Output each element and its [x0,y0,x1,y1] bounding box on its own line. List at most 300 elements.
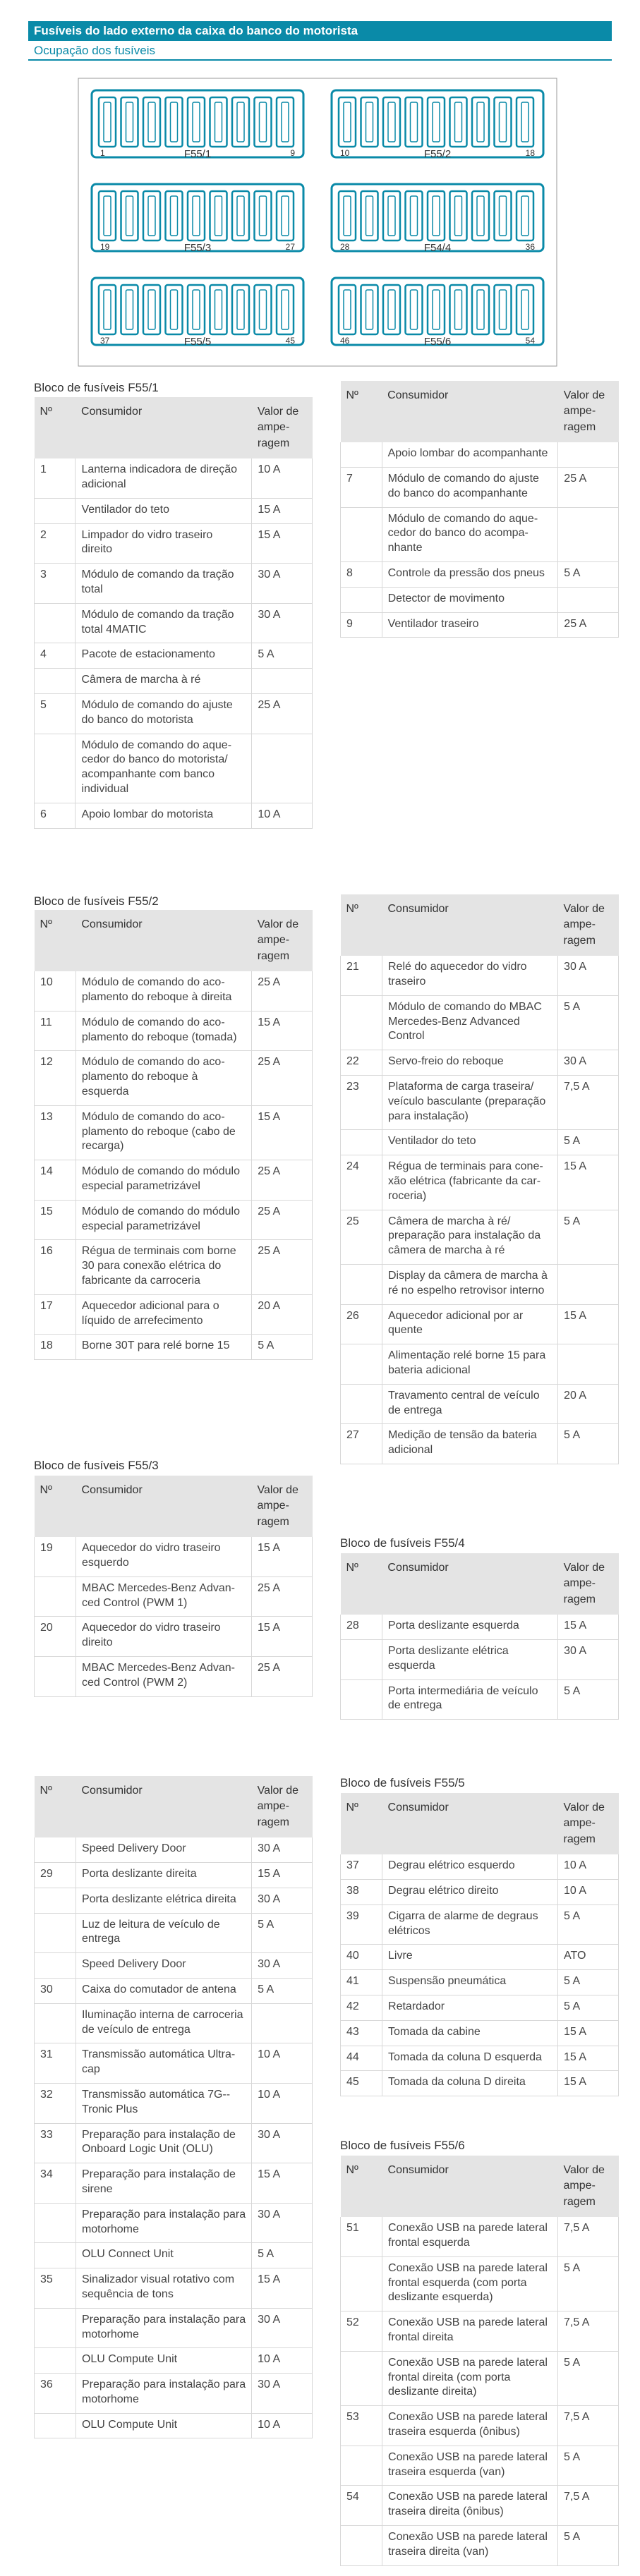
fuse-slot [361,285,378,334]
amperage-value: 25 A [252,1656,313,1696]
fuse-number [35,498,76,523]
fuse-element [148,196,155,236]
fuse-element [104,290,111,329]
amperage-value: 15 A [252,1011,313,1051]
amperage-value: 5 A [558,1995,619,2020]
consumer-name: Degrau elétrico direito [382,1879,558,1904]
table-row [35,2203,313,2243]
section-header: Fusíveis do lado externo da caixa do banco do motorista [28,21,612,41]
table-row [341,1995,619,2020]
fuse-element [126,290,133,329]
fuse-slot [428,97,445,147]
amperage-value: 30 A [252,1888,313,1913]
fuse-element [433,196,440,236]
amperage-value: 25 A [252,693,313,734]
fuse-block-label: F55/6 [423,336,452,348]
amperage-value: 25 A [252,1200,313,1240]
consumer-name: Controle da pressão dos pneus [382,561,558,587]
table-row [341,1264,619,1304]
fuse-element [388,290,395,329]
fuse-number: 20 [35,1617,76,1657]
fuse-number [35,2203,76,2243]
consumer-name: Limpador do vidro traseiro direito [76,523,252,564]
fuse-slot [277,97,294,147]
fuse-number [341,1384,382,1424]
fuse-block [332,184,543,254]
consumer-name: Conexão USB na parede lateral traseira esquerda (ônibus) [382,2406,558,2446]
table-row [341,1945,619,1970]
fuse-number [35,1953,76,1979]
fuse-element [260,196,267,236]
consumer-name: Transmissão automática Ultracap [76,2043,251,2084]
fuse-slot [472,285,489,334]
fuse-number: 51 [341,2217,382,2256]
consumer-name: Conexão USB na parede lateral frontal direita (com porta deslizante direita) [382,2351,558,2405]
fuse-element [215,290,222,329]
consumer-name: Detector de movimento [382,587,558,612]
fuse-element [104,196,111,236]
table-row [341,1075,619,1129]
fuse-number: 29 [35,1862,76,1888]
amperage-value: 10 A [558,1854,619,1879]
consumer-name: Apoio lombar do acompanhante [382,442,558,467]
fuse-number: 27 [341,1424,382,1464]
amperage-value: 30 A [252,2308,313,2348]
table-row [35,1294,313,1335]
fuse-number [341,587,382,612]
fuse-table-f55-6 [340,2156,619,2566]
consumer-name: Servo-freio do reboque [382,1050,557,1076]
fuse-element [282,196,289,236]
consumer-name: Retardador [382,1995,558,2020]
fuse-number [35,734,76,803]
table-row [341,1970,619,1995]
table-row [341,1424,619,1464]
amperage-value [558,1344,619,1385]
consumer-name: Alimentação relé borne 15 para bateria adicional [382,1344,557,1385]
consumer-name: Apoio lombar do motorista [76,803,252,828]
fuse-slot [143,285,160,334]
amperage-value: 5 A [252,2243,313,2268]
fuse-number: 42 [341,1995,382,2020]
table-row [341,1304,619,1344]
amperage-value [558,1264,619,1304]
fuse-element [455,290,462,329]
consumer-name: Porta deslizante direita [76,1862,251,1888]
fuse-number: 37 [341,1854,382,1879]
fuse-element [366,196,373,236]
amperage-value [558,442,619,467]
fuse-number: 10 [35,971,76,1011]
consumer-name: Plataforma de carga traseira/ veículo basculante (preparação para instalação) [382,1075,557,1129]
table-row [341,2256,619,2311]
fuse-number: 8 [341,561,382,587]
amperage-value: 5 A [558,2525,619,2565]
table-row [341,1679,619,1720]
col-header-number: Nº [341,1793,382,1854]
consumer-name: Lanterna indicadora de direção adicional [76,458,252,498]
col-header-consumer: Consumidor [76,397,252,458]
fuse-element [148,290,155,329]
table-row [341,1344,619,1385]
fuse-number [341,2446,382,2486]
table-row [341,1155,619,1210]
table-row [341,561,619,587]
diagram-frame [78,78,557,366]
section-subtitle: Ocupação dos fusíveis [34,44,155,57]
table-row [341,2525,619,2565]
consumer-name: Sinalizador visual rotativo com sequência de tons [76,2268,251,2309]
subtitle-underline [28,59,612,61]
table-row [35,1888,313,1913]
table-row [35,1953,313,1979]
consumer-name: Módulo de comando do acoplamento do reboque (tomada) [76,1011,251,1051]
col-header-amperage: Valor de amperagem [252,910,313,971]
fuse-element [411,196,418,236]
fuse-table-f55-4-cont [34,1776,313,2438]
table-row [341,2311,619,2352]
fuse-slot [210,97,227,147]
fuse-number: 9 [341,612,382,638]
fuse-slot [99,285,116,334]
consumer-name: Ventilador do teto [76,498,252,523]
fuse-element [344,290,351,329]
fuse-number: 35 [35,2268,76,2309]
fuse-number [341,1344,382,1385]
fuse-number: 25 [341,1210,382,1264]
fuse-block [92,278,303,348]
col-header-amperage: Valor de amperagem [252,1476,313,1537]
fuse-slot [406,97,423,147]
col-header-amperage: Valor de amperagem [558,1793,619,1854]
fuse-slot [121,191,138,241]
fuse-element [126,102,133,142]
col-header-amperage: Valor de amperagem [252,1776,313,1837]
col-header-number: Nº [35,1776,76,1837]
amperage-value: 25 A [252,1160,313,1201]
table-row [35,1051,313,1105]
fuse-number: 53 [341,2406,382,2446]
fuse-number: 38 [341,1879,382,1904]
fuse-number: 45 [341,2071,382,2096]
consumer-name: Speed Delivery Door [76,1953,251,1979]
fuse-slot [210,191,227,241]
amperage-value: 10 A [252,2083,313,2123]
amperage-value: 7,5 A [558,2217,619,2256]
table-row [341,612,619,638]
fuse-element [477,196,484,236]
fuse-slot [450,191,467,241]
fuse-number: 32 [35,2083,76,2123]
fuse-end-number: 45 [285,336,295,346]
col-header-consumer: Consumidor [76,1776,251,1837]
fuse-slot [383,97,400,147]
table-row [35,1537,313,1576]
fuse-element [500,290,507,329]
fuse-slot [428,285,445,334]
consumer-name: Módulo de comando do módulo especial parametrizável [76,1200,251,1240]
fuse-slot [339,191,356,241]
amperage-value: 5 A [558,1424,619,1464]
fuse-number [341,995,382,1050]
fuse-element [215,196,222,236]
fuse-number: 17 [35,1294,76,1335]
amperage-value: 5 A [558,2446,619,2486]
fuse-number [341,1639,382,1679]
fuse-number [35,1656,76,1696]
fuse-number: 24 [341,1155,382,1210]
fuse-element [411,102,418,142]
consumer-name: Speed Delivery Door [76,1837,251,1862]
amperage-value: 30 A [558,956,619,995]
fuse-element [171,290,178,329]
table-row [341,1615,619,1639]
fuse-number: 36 [35,2374,76,2414]
fuse-block [92,90,303,160]
table-row [341,956,619,995]
fuse-number: 41 [341,1970,382,1995]
fuse-slot [188,191,205,241]
fuse-slot [406,285,423,334]
fuse-element [171,196,178,236]
table-row [35,2268,313,2309]
consumer-name: Módulo de comando do acoplamento do reboque à direita [76,971,251,1011]
amperage-value [558,587,619,612]
fuse-element [388,102,395,142]
amperage-value: 30 A [252,2374,313,2414]
table-row [35,669,313,694]
amperage-value: 25 A [252,1240,313,1294]
table-row [341,1050,619,1076]
fuse-number [35,2003,76,2043]
fuse-end-number: 27 [285,242,295,252]
amperage-value: 7,5 A [558,2311,619,2352]
consumer-name: Aquecedor do vidro traseiro esquerdo [76,1537,252,1576]
fuse-number [341,1130,382,1155]
fuse-slot [166,285,183,334]
fuse-number [35,1913,76,1953]
fuse-number: 2 [35,523,76,564]
block-title-f55-1: Bloco de fusíveis F55/1 [34,381,159,394]
fuse-number [341,2256,382,2311]
table-row [35,643,313,669]
consumer-name: OLU Compute Unit [76,2413,251,2438]
table-header-row [341,1553,619,1615]
table-header-row [341,1793,619,1854]
fuse-number: 54 [341,2486,382,2526]
fuse-number: 18 [35,1335,76,1360]
amperage-value: 20 A [252,1294,313,1335]
fuse-number: 19 [35,1537,76,1576]
fuse-start-number: 28 [340,242,350,252]
amperage-value: 10 A [252,458,313,498]
consumer-name: OLU Connect Unit [76,2243,251,2268]
table-header-row [35,910,313,971]
fuse-number: 43 [341,2020,382,2046]
table-row [35,1862,313,1888]
fuse-number: 33 [35,2123,76,2163]
consumer-name: Módulo de comando do aquecedor do banco do motorista/ acompanhante com banco individual [76,734,252,803]
fuse-number [341,1264,382,1304]
fuse-element [126,196,133,236]
fuse-slot [450,97,467,147]
amperage-value [252,669,313,694]
table-row [341,2217,619,2256]
amperage-value: 15 A [558,2071,619,2096]
table-row [341,442,619,467]
fuse-slot [495,97,512,147]
fuse-slot [383,191,400,241]
amperage-value: 30 A [252,564,313,604]
amperage-value: 25 A [558,612,619,638]
col-header-amperage: Valor de amperagem [558,1553,619,1615]
fuse-block-label: F55/2 [423,148,452,160]
table-row [35,1576,313,1617]
amperage-value: 5 A [558,1210,619,1264]
amperage-value: 10 A [558,1879,619,1904]
fuse-element [477,290,484,329]
fuse-number: 31 [35,2043,76,2084]
fuse-number: 16 [35,1240,76,1294]
fuse-slot [277,285,294,334]
consumer-name: Medição de tensão da bateria adicional [382,1424,557,1464]
fuse-element [433,102,440,142]
fuse-start-number: 1 [100,148,105,158]
consumer-name: Ventilador traseiro [382,612,558,638]
fuse-number: 26 [341,1304,382,1344]
fuse-table-f55-3 [34,1476,313,1697]
amperage-value: 25 A [252,1051,313,1105]
fuse-number [35,2348,76,2374]
fuse-start-number: 19 [100,242,110,252]
fuse-element [344,102,351,142]
fuse-element [344,196,351,236]
amperage-value: 15 A [252,2268,313,2309]
table-row [35,564,313,604]
amperage-value: 5 A [558,1970,619,1995]
table-row [35,2243,313,2268]
fuse-slot [277,191,294,241]
amperage-value: 25 A [558,467,619,507]
col-header-amperage: Valor de amperagem [252,397,313,458]
fuse-element [237,196,244,236]
amperage-value: 25 A [252,971,313,1011]
fuse-element [411,290,418,329]
col-header-number: Nº [35,910,76,971]
amperage-value: 10 A [252,2043,313,2084]
table-row [35,2374,313,2414]
consumer-name: Aquecedor do vidro traseiro direito [76,1617,252,1657]
fuse-slot [143,191,160,241]
fuse-slot [232,191,249,241]
amperage-value: 5 A [558,2351,619,2405]
fuse-number [35,1888,76,1913]
amperage-value: 30 A [252,1837,313,1862]
consumer-name: Transmissão automática 7G-Tronic Plus [76,2083,251,2123]
fuse-element [521,196,529,236]
fuse-number: 23 [341,1075,382,1129]
table-row [341,2046,619,2071]
fuse-table-f55-2-cont [340,894,619,1464]
fuse-number: 52 [341,2311,382,2352]
fuse-element [237,102,244,142]
table-row [341,2486,619,2526]
table-header-row [341,381,619,442]
fuse-slot [166,97,183,147]
col-header-amperage: Valor de amperagem [558,381,619,442]
table-row [35,971,313,1011]
col-header-consumer: Consumidor [382,2156,558,2217]
fuse-element [455,196,462,236]
fuse-slot [517,191,533,241]
consumer-name: Porta intermediária de veículo de entrega [382,1679,557,1720]
block-title-f55-2: Bloco de fusíveis F55/2 [34,894,159,908]
amperage-value: 20 A [558,1384,619,1424]
consumer-name: Preparação para instalação de sirene [76,2163,251,2204]
fuse-element [215,102,222,142]
table-row [35,2043,313,2084]
fuse-element [193,196,200,236]
fuse-slot [121,97,138,147]
col-header-consumer: Consumidor [382,1553,557,1615]
table-row [35,2163,313,2204]
table-row [35,498,313,523]
amperage-value: 15 A [558,1304,619,1344]
table-row [341,2351,619,2405]
consumer-name: Tomada da coluna D esquerda [382,2046,558,2071]
table-row [341,1210,619,1264]
table-row [35,693,313,734]
fuse-number [35,603,76,643]
fuse-number: 44 [341,2046,382,2071]
fuse-element [433,290,440,329]
fuse-number: 7 [341,467,382,507]
fuse-slot [188,97,205,147]
fuse-number [35,1837,76,1862]
fuse-slot [495,285,512,334]
table-row [35,1105,313,1160]
table-header-row [35,1476,313,1537]
fuse-slot [472,191,489,241]
consumer-name: Módulo de comando do aquecedor do banco do acompanhante [382,507,558,561]
fuse-start-number: 10 [340,148,350,158]
fuse-number [341,442,382,467]
consumer-name: Módulo de comando do ajuste do banco do motorista [76,693,252,734]
consumer-name: Módulo de comando do módulo especial parametrizável [76,1160,251,1201]
consumer-name: Tomada da cabine [382,2020,558,2046]
table-row [35,2413,313,2438]
consumer-name: Preparação para instalação para motorhome [76,2374,251,2414]
amperage-value: 15 A [558,1615,619,1639]
consumer-name: Relé do aquecedor do vidro traseiro [382,956,557,995]
amperage-value: 30 A [558,1050,619,1076]
fuse-number: 4 [35,643,76,669]
fuse-number: 30 [35,1978,76,2003]
table-row [341,1384,619,1424]
fuse-number [35,2413,76,2438]
consumer-name: Aquecedor adicional para o líquido de arrefecimento [76,1294,251,1335]
amperage-value: 7,5 A [558,2406,619,2446]
table-row [341,1879,619,1904]
fuse-element [282,102,289,142]
fuse-number: 11 [35,1011,76,1051]
block-title-f55-6: Bloco de fusíveis F55/6 [340,2139,465,2152]
fuse-element [477,102,484,142]
fuse-slot [517,285,533,334]
fuse-end-number: 18 [525,148,535,158]
fuse-start-number: 37 [100,336,110,346]
table-header-row [341,894,619,956]
